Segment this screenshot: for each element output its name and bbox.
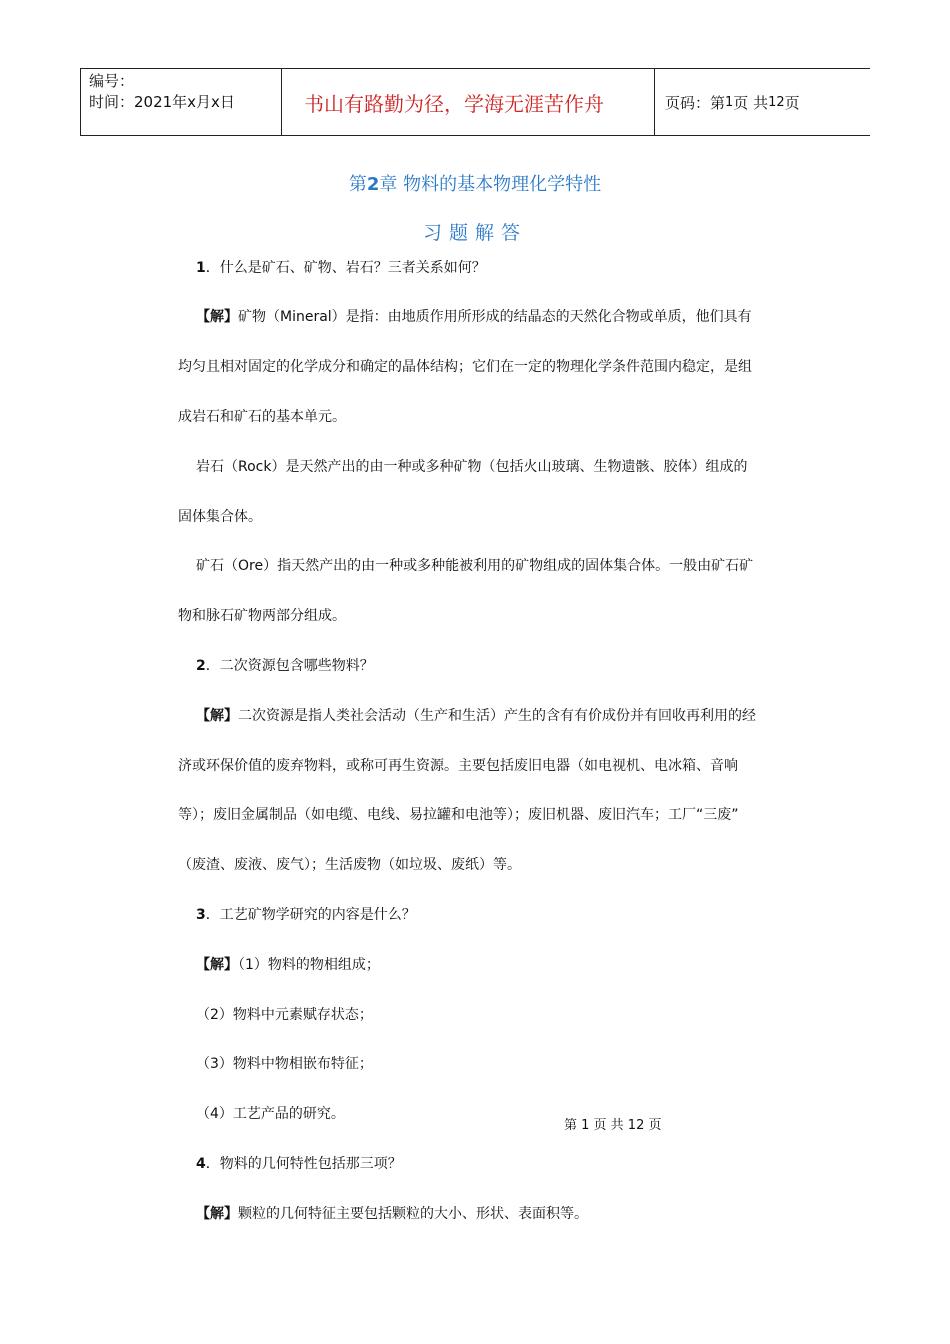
chapter-name: 章 物料的基本物理化学特性 [379,174,602,195]
answer-3-line-1 [196,954,380,974]
document-time-label: 时间：2021年x月x日 [89,93,235,111]
question-text: ．二次资源包含哪些物料？ [205,658,374,674]
answer-2-line-2: 济或环保价值的废弃物料，或称可再生资源。主要包括废旧电器（如电视机、电冰箱、音响 [178,758,738,774]
page-suffix: 页 [784,93,800,112]
question-number: 3 [196,907,206,923]
question-text: ．工艺矿物学研究的内容是什么？ [205,907,416,923]
question-1 [196,257,486,277]
answer-1-line-6: 矿石（Ore）指天然产出的由一种或多种能被利用的矿物组成的固体集合体。一般由矿石矿 [196,558,754,574]
header-table [80,68,870,136]
page-footer: 第 1 页 共 12 页 [564,1118,662,1133]
chapter-title [0,170,950,196]
question-number: 1 [196,260,206,276]
answer-1-line-7: 物和脉石矿物两部分组成。 [178,608,346,624]
section-subtitle: 习题解答 [422,222,527,244]
answer-2-line-3: 等）；废旧金属制品（如电缆、电线、易拉罐和电池等）；废旧机器、废旧汽车；工厂“三废” [178,807,739,823]
answer-text: 二次资源是指人类社会活动（生产和生活）产生的含有有价成份并有回收再利用的经 [238,708,756,724]
page-number: 1 [725,94,734,110]
answer-label: 【解】 [196,1206,238,1222]
question-text: ．物料的几何特性包括那三项？ [205,1156,402,1172]
answer-2-line-4: （废渣、废液、废气）；生活废物（如垃圾、废纸）等。 [178,857,521,873]
answer-1-line-4: 岩石（Rock）是天然产出的由一种或多种矿物（包括火山玻璃、生物遗骸、胶体）组成的 [196,459,748,475]
page-total: 12 [768,94,785,110]
chapter-prefix: 第 [348,174,367,195]
answer-text: （1）物料的物相组成； [238,957,380,973]
question-4 [196,1153,402,1173]
answer-1-line-5: 固体集合体。 [178,509,262,525]
header-motto-cell [282,69,655,135]
answer-3-line-4: （4）工艺产品的研究。 [196,1106,345,1122]
question-3 [196,904,416,924]
answer-label: 【解】 [196,708,238,724]
answer-text: 颗粒的几何特征主要包括颗粒的大小、形状、表面积等。 [238,1206,588,1222]
page-prefix: 页码：第 [665,93,726,112]
answer-label: 【解】 [196,957,238,973]
answer-1-line-2: 均匀且相对固定的化学成分和确定的晶体结构；它们在一定的物理化学条件范围内稳定，是组 [178,359,752,375]
document-number-label: 编号： [89,72,135,90]
chapter-number: 2 [366,174,380,195]
header-info-cell [81,69,282,135]
answer-1-line-3: 成岩石和矿石的基本单元。 [178,409,346,425]
header-motto: 书山有路勤为径，学海无涯苦作舟 [304,91,604,116]
answer-4-line-1 [196,1203,588,1223]
question-2 [196,655,374,675]
answer-3-line-3: （3）物料中物相嵌布特征； [196,1056,373,1072]
answer-label: 【解】 [196,309,238,325]
answer-text: 矿物（Mineral）是指：由地质作用所形成的结晶态的天然化合物或单质，他们具有 [238,309,752,325]
header-page-cell [655,69,870,135]
answer-1-line-1 [196,306,752,326]
question-number: 2 [196,658,206,674]
answer-3-line-2: （2）物料中元素赋存状态； [196,1007,373,1023]
question-text: ．什么是矿石、矿物、岩石？三者关系如何？ [205,260,486,276]
question-number: 4 [196,1156,206,1172]
answer-2-line-1 [196,705,756,725]
page-mid: 页 共 [733,93,769,112]
